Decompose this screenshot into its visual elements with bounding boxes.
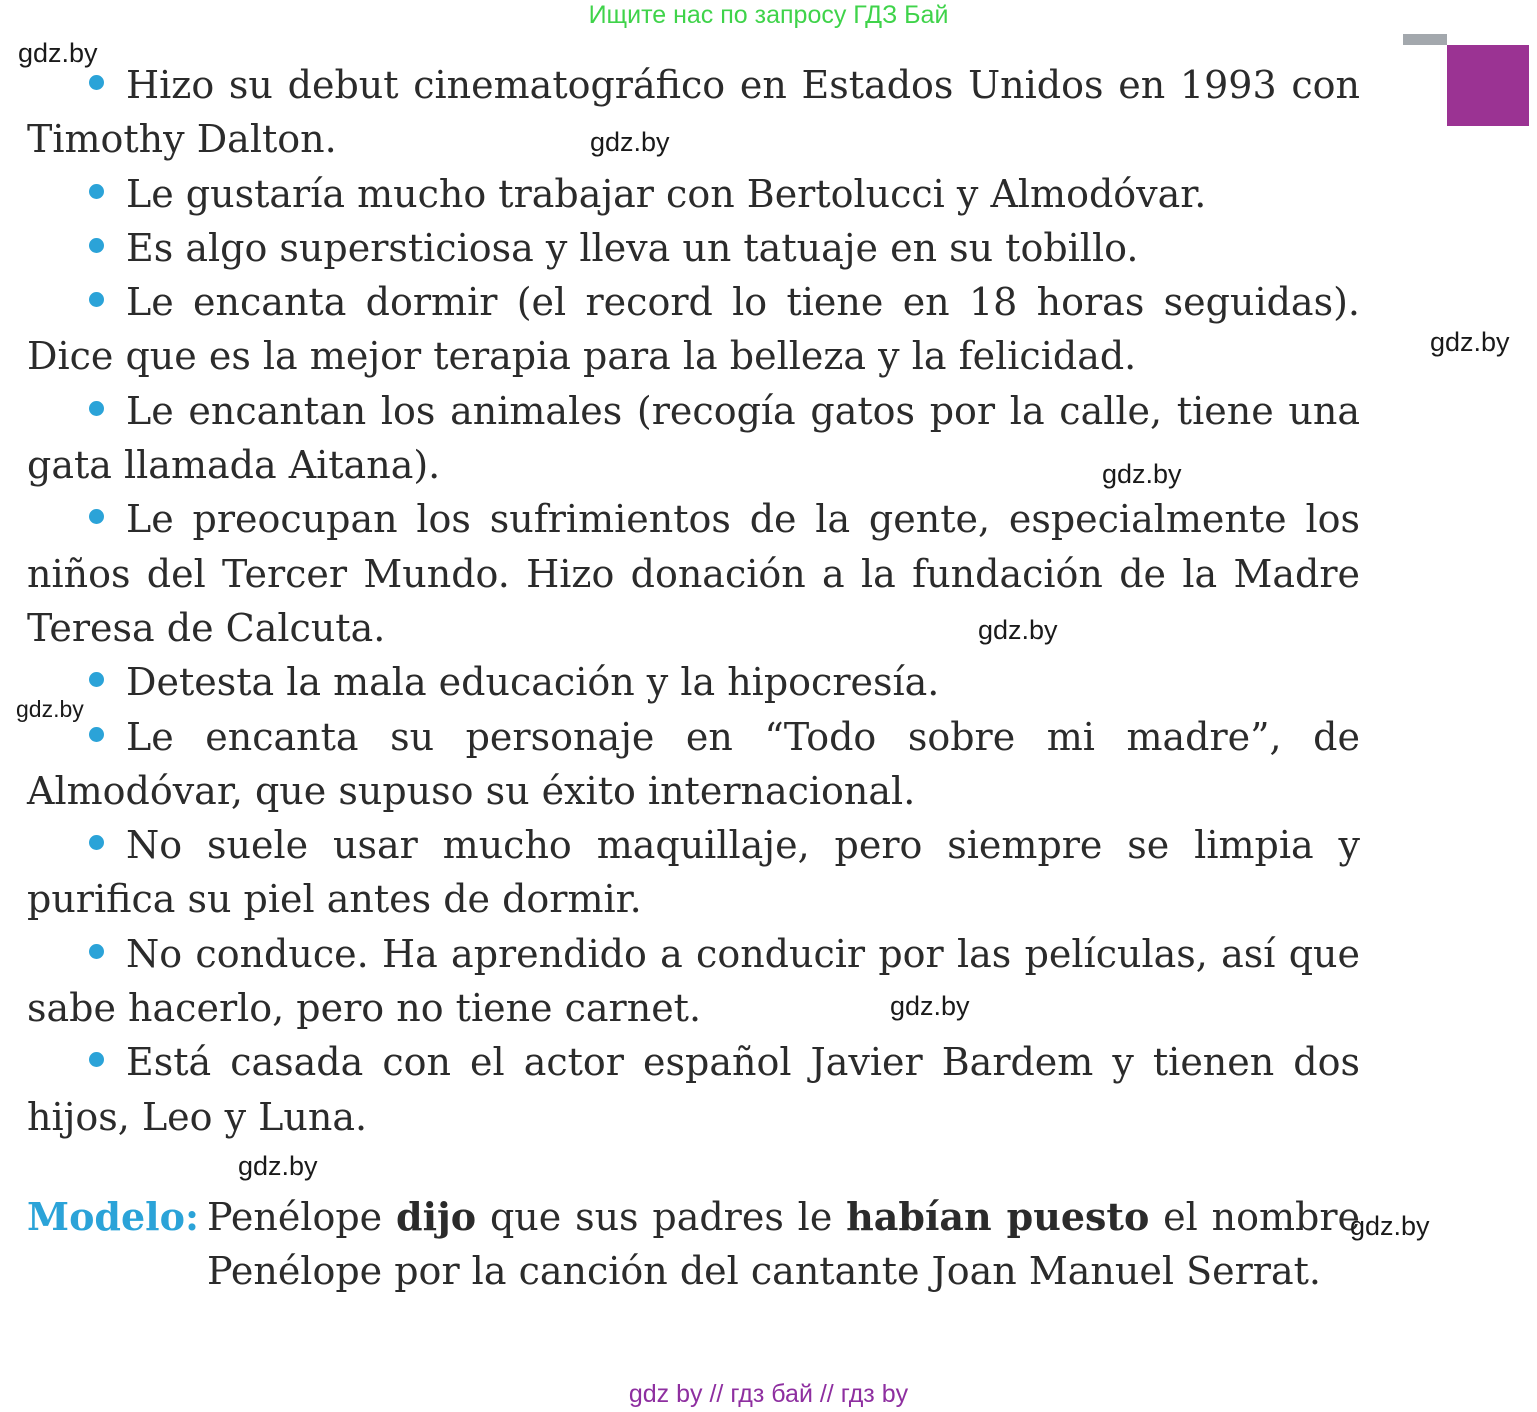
list-item: Detesta la mala educación y la hipocresía.	[27, 655, 1360, 709]
footer: gdz by // гдз бай // гдз by	[628, 1380, 909, 1408]
list-item: Le encanta su personaje en “Todo sobre mi madre”, de Almodóvar, que supuso su éxito internacional.	[27, 714, 1360, 813]
bullet-icon	[89, 672, 104, 687]
bullet-icon	[89, 292, 104, 307]
list-item: Le gustaría mucho trabajar con Bertolucci y Almodóvar.	[27, 167, 1360, 221]
list-item: Le encanta dormir (el record lo tiene en 18 horas seguidas). Dice que es la mejor terapia para la belleza y la felicidad.	[27, 280, 1360, 379]
bullet-icon	[89, 727, 104, 742]
watermark: gdz.by	[1350, 1211, 1430, 1241]
watermark: gdz.by	[1430, 327, 1510, 357]
watermark: gdz.by	[16, 696, 84, 722]
watermark: gdz.by	[590, 127, 670, 157]
corner-purple-square	[1447, 45, 1529, 126]
list-item: No suele usar mucho maquillaje, pero siempre se limpia y purifica su piel antes de dormir.	[27, 823, 1360, 922]
watermark: gdz.by	[238, 1151, 318, 1181]
list-item: Está casada con el actor español Javier Bardem y tienen dos hijos, Leo y Luna.	[27, 1040, 1360, 1139]
list-item: Es algo supersticiosa y lleva un tatuaje en su tobillo.	[27, 221, 1360, 275]
watermark: gdz.by	[1102, 459, 1182, 489]
list-item: Hizo su debut cinematográfico en Estados Unidos en 1993 con Timothy Dalton.	[27, 63, 1360, 162]
watermark: gdz.by	[890, 991, 970, 1021]
bullet-icon	[89, 75, 104, 90]
bullet-icon	[89, 401, 104, 416]
list-item: No conduce. Ha aprendido a conducir por las películas, así que sabe hacerlo, pero no tiene carnet.	[27, 931, 1360, 1031]
top-banner: Ищите нас по запросу ГДЗ Бай	[588, 1, 949, 29]
watermark: gdz.by	[18, 38, 98, 68]
modelo-example	[27, 1190, 1360, 1299]
modelo-bold-verb: dijo	[396, 1194, 477, 1239]
modelo-text: Penélope dijo que sus padres le habían puesto el nombre Penélope por la canción del cantante Joan Manuel Serrat.	[207, 1194, 1360, 1294]
list-item: Le preocupan los sufrimientos de la gente, especialmente los niños del Tercer Mundo. Hizo donación a la fundación de la Madre Teresa de Calcuta.	[27, 497, 1360, 650]
watermark: gdz.by	[978, 615, 1058, 645]
modelo-label: Modelo:	[27, 1194, 199, 1239]
bullet-icon	[89, 1052, 104, 1067]
list-item: Le encantan los animales (recogía gatos por la calle, tiene una gata llamada Aitana).	[27, 388, 1360, 488]
bullet-icon	[89, 238, 104, 253]
bullet-icon	[89, 509, 104, 524]
bullet-icon	[89, 944, 104, 959]
modelo-bold-verb: habían puesto	[846, 1194, 1150, 1239]
bullet-icon	[89, 835, 104, 850]
bullet-list	[27, 58, 1360, 1144]
bullet-icon	[89, 184, 104, 199]
corner-gray-bar	[1403, 34, 1447, 45]
